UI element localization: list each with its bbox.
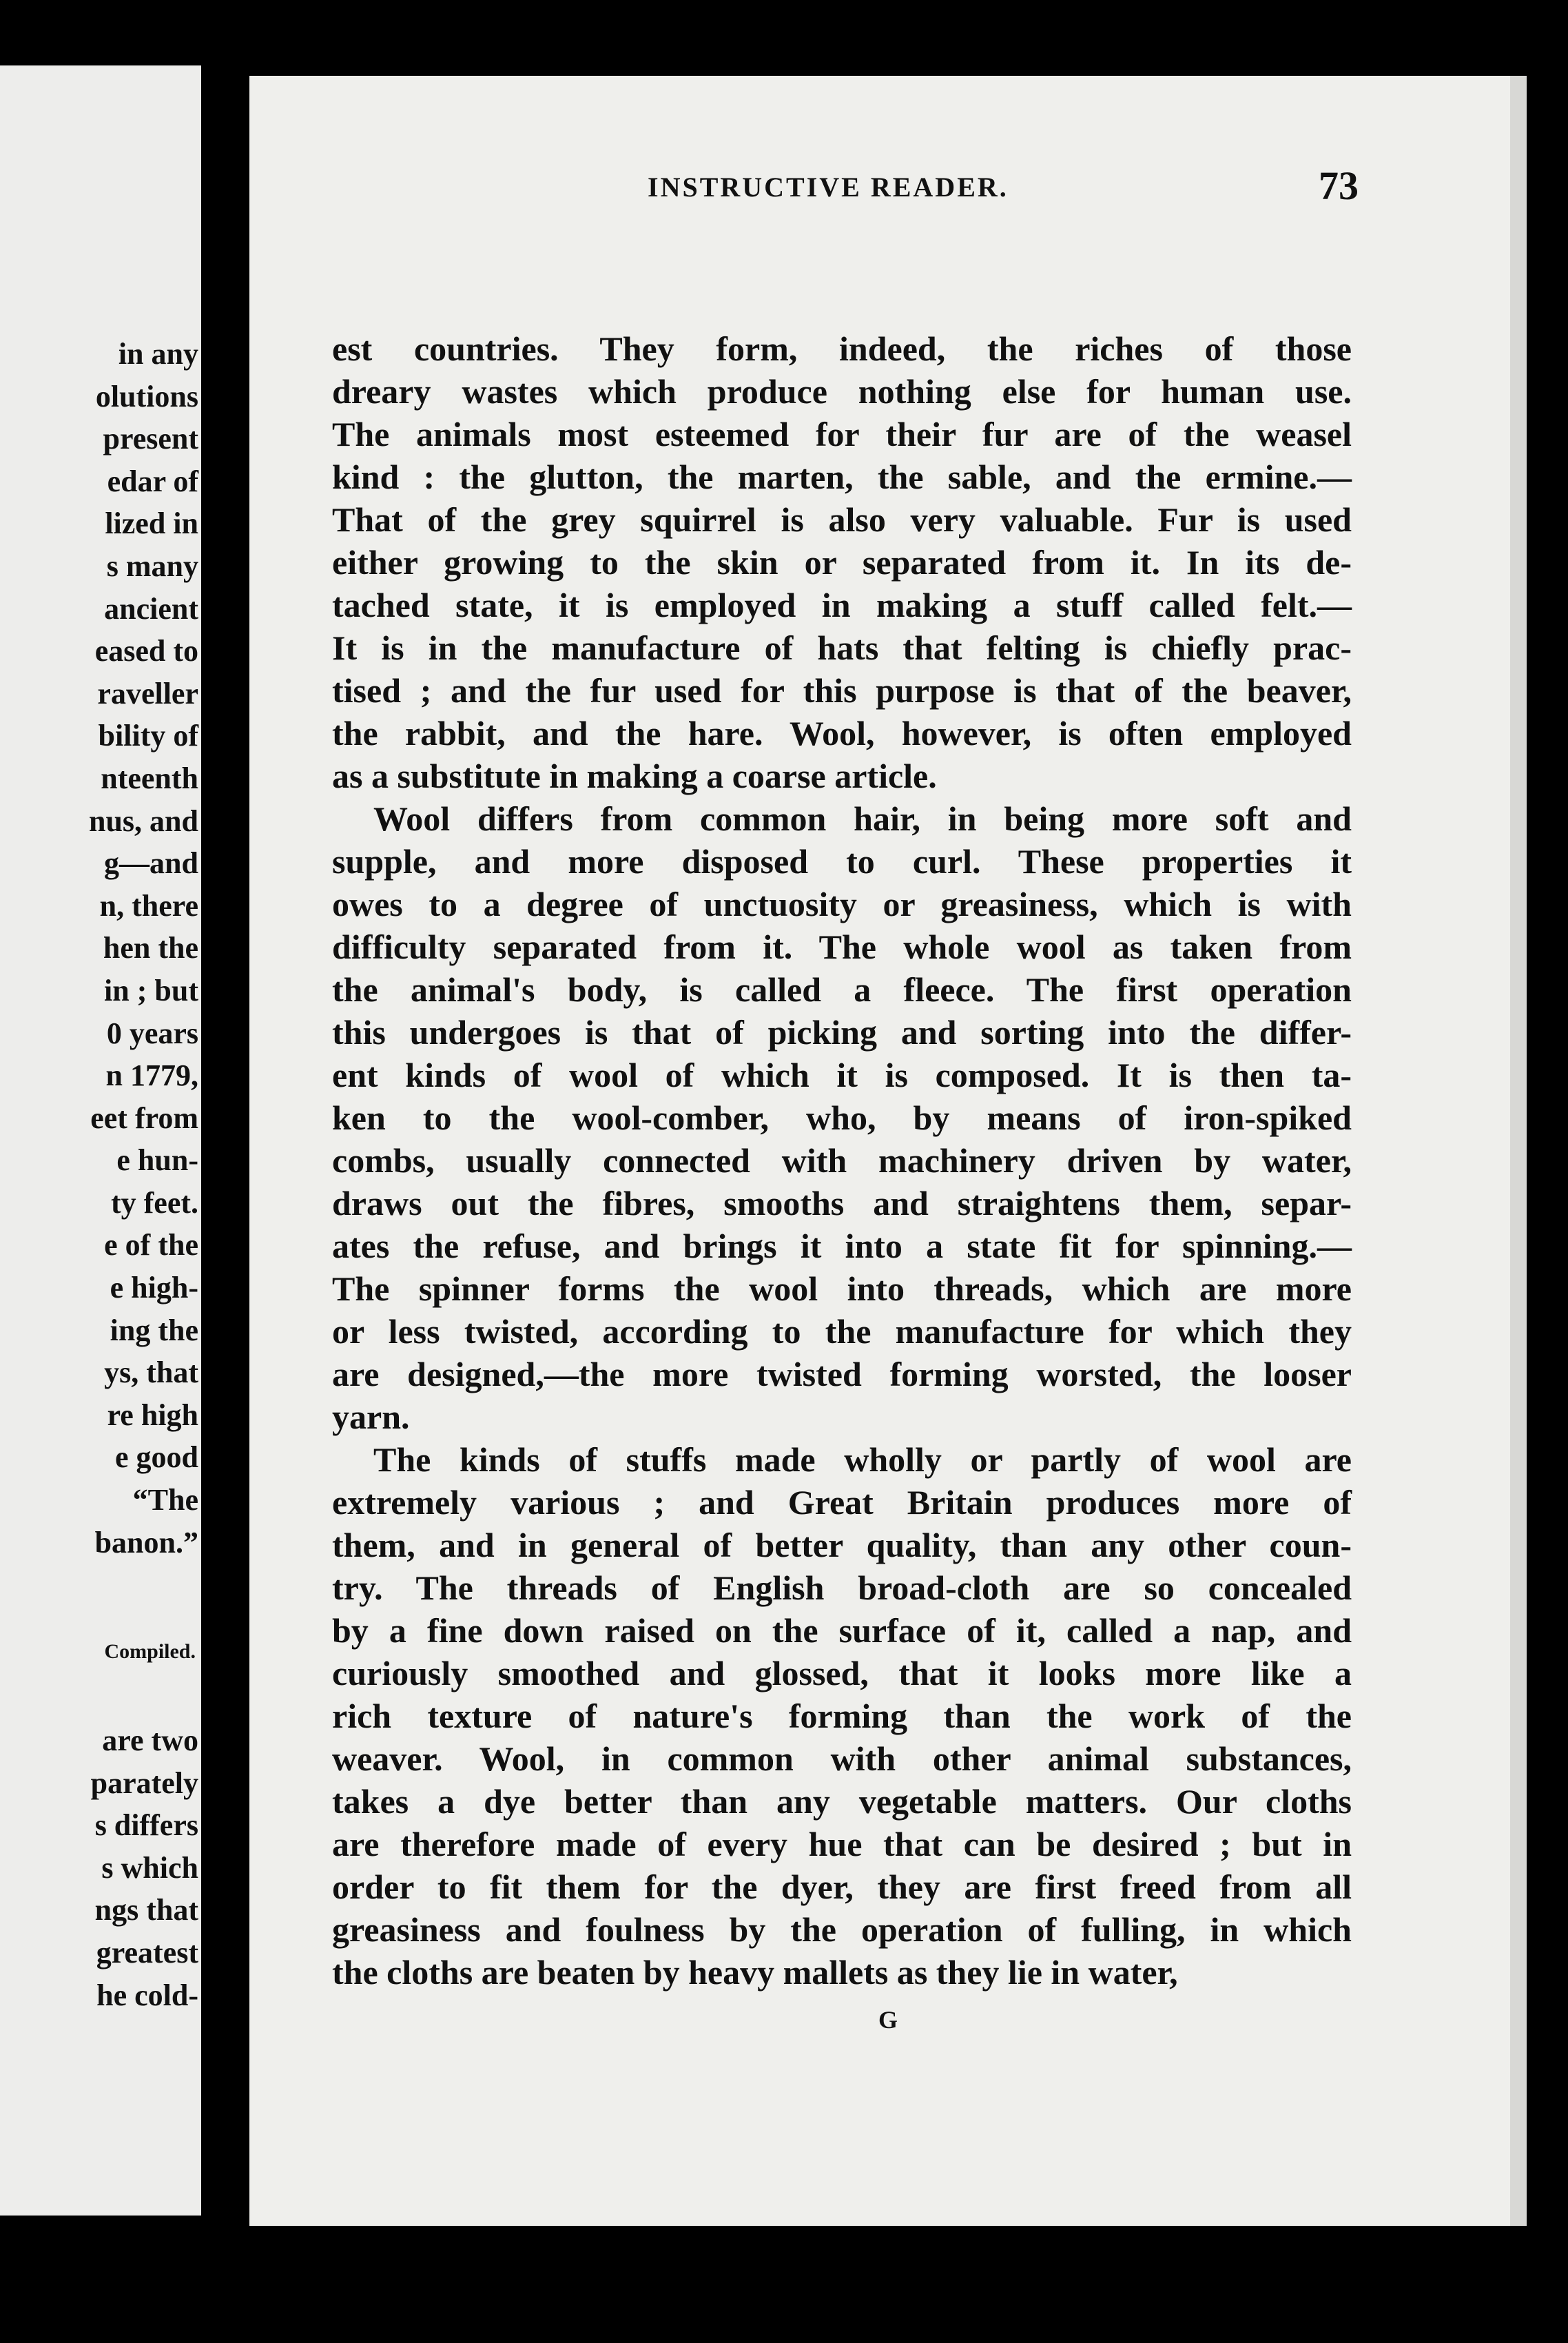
text-line: s many [106, 549, 198, 583]
text-line: 0 years [106, 1016, 198, 1050]
text-line: lized in [105, 507, 198, 541]
text-line: takes a dye better than any vegetable matters. Our cloths [332, 1782, 1352, 1821]
text-line: are designed,—the more twisted forming worsted, the looser [332, 1355, 1352, 1393]
text-line: hen the [103, 931, 198, 965]
text-line: nus, and [88, 804, 198, 838]
text-line: draws out the fibres, smooths and straightens them, separ- [332, 1184, 1352, 1222]
text-line: ngs that [94, 1893, 198, 1927]
text-line: raveller [97, 676, 198, 710]
text-line: ing the [110, 1313, 198, 1347]
text-line: ken to the wool-comber, who, by means of iron-spiked [332, 1098, 1352, 1137]
text-line: nteenth [101, 761, 198, 795]
text-line: banon.” [94, 1525, 198, 1559]
text-line: The animals most esteemed for their fur are of the weasel [332, 415, 1352, 453]
left-page-text-top [0, 333, 198, 1564]
signature-mark: G [878, 2006, 898, 2034]
text-line: g—and [104, 846, 198, 881]
text-line: dreary wastes which produce nothing else for human use. [332, 372, 1352, 411]
text-line: s which [101, 1850, 198, 1885]
text-line: ys, that [104, 1355, 198, 1390]
text-line: Wool differs from common hair, in being more soft and [373, 799, 1352, 838]
text-line: re high [107, 1398, 198, 1432]
text-line: are two [102, 1723, 198, 1757]
left-page-fragment [0, 65, 201, 2216]
text-line: present [103, 422, 198, 456]
text-line: extremely various ; and Great Britain produces more of [332, 1483, 1352, 1522]
text-line: e hun- [116, 1143, 198, 1178]
page-edge-shadow [1510, 76, 1527, 2226]
text-line: combs, usually connected with machinery driven by water, [332, 1141, 1352, 1180]
text-line: are therefore made of every hue that can be desired ; but in [332, 1825, 1352, 1863]
text-line: est countries. They form, indeed, the riches of those [332, 329, 1352, 368]
text-line: ty feet. [110, 1185, 198, 1220]
text-line: kind : the glutton, the marten, the sable, and the ermine.— [332, 458, 1352, 496]
text-line: in ; but [104, 973, 198, 1007]
text-line: the rabbit, and the hare. Wool, however, is often employed [332, 714, 1352, 753]
text-line: in any [118, 337, 198, 371]
text-line: either growing to the skin or separated from it. In its de- [332, 543, 1352, 582]
text-line: order to fit them for the dyer, they are first freed from all [332, 1868, 1352, 1906]
text-line: weaver. Wool, in common with other animal substances, [332, 1739, 1352, 1778]
text-line: n 1779, [105, 1058, 198, 1093]
text-line: as a substitute in making a coarse article. [332, 757, 937, 795]
text-line: by a fine down raised on the surface of it, called a nap, and [332, 1611, 1352, 1650]
text-line: greasiness and foulness by the operation of fulling, in which [332, 1910, 1352, 1949]
text-line: e high- [110, 1271, 198, 1305]
text-line: eased to [94, 634, 198, 668]
text-line: greatest [96, 1935, 198, 1969]
text-line: eet from [90, 1101, 198, 1135]
text-line: ent kinds of wool of which it is composed. It is then ta- [332, 1056, 1352, 1094]
left-page-attribution: Compiled. [104, 1640, 196, 1663]
text-line: It is in the manufacture of hats that felting is chiefly prac- [332, 628, 1352, 667]
text-line: he cold- [96, 1978, 198, 2012]
body-text [332, 327, 1352, 1994]
text-line: edar of [107, 464, 198, 498]
text-line: owes to a degree of unctuosity or greasiness, which is with [332, 885, 1352, 923]
text-line: ancient [104, 591, 198, 626]
text-line: e of the [104, 1228, 198, 1262]
text-line: olutions [95, 379, 198, 413]
text-line: this undergoes is that of picking and sorting into the differ- [332, 1013, 1352, 1052]
book-gutter [201, 0, 249, 2343]
page-header [393, 165, 1359, 209]
text-line: The kinds of stuffs made wholly or partly of wool are [373, 1440, 1352, 1479]
text-line: e good [115, 1440, 198, 1475]
text-line: supple, and more disposed to curl. These properties it [332, 842, 1352, 881]
text-line: the cloths are beaten by heavy mallets as they lie in water, [332, 1953, 1178, 1992]
text-line: rich texture of nature's forming than the work of the [332, 1697, 1352, 1735]
text-line: bility of [98, 719, 198, 753]
left-page-text-bottom [0, 1719, 198, 2016]
text-line: or less twisted, according to the manufacture for which they [332, 1312, 1352, 1351]
text-line: ates the refuse, and brings it into a state fit for spinning.— [332, 1227, 1352, 1265]
text-line: parately [90, 1766, 198, 1800]
text-line: “The [132, 1483, 198, 1517]
text-line: That of the grey squirrel is also very valuable. Fur is used [332, 500, 1352, 539]
text-line: yarn. [332, 1398, 410, 1436]
text-line: n, there [99, 888, 198, 923]
text-line: the animal's body, is called a fleece. The first operation [332, 970, 1352, 1009]
text-line: them, and in general of better quality, than any other coun- [332, 1526, 1352, 1564]
text-line: tached state, it is employed in making a stuff called felt.— [332, 586, 1352, 624]
text-line: curiously smoothed and glossed, that it looks more like a [332, 1654, 1352, 1692]
text-line: difficulty separated from it. The whole wool as taken from [332, 928, 1352, 966]
text-line: tised ; and the fur used for this purpose is that of the beaver, [332, 671, 1352, 710]
text-line: s differs [94, 1808, 198, 1843]
text-line: try. The threads of English broad-cloth are so concealed [332, 1568, 1352, 1607]
running-head: INSTRUCTIVE READER. [648, 172, 1009, 203]
text-line: The spinner forms the wool into threads, which are more [332, 1269, 1352, 1308]
page-number: 73 [1319, 163, 1359, 208]
